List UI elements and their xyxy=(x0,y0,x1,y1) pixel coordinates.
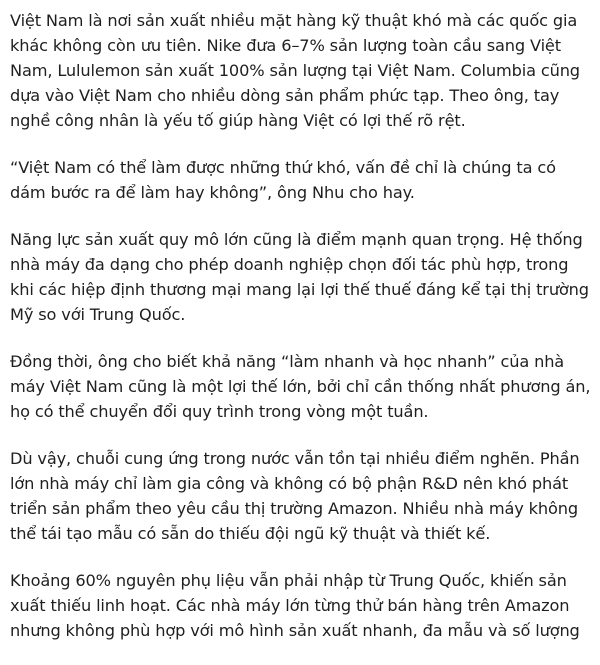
paragraph: Dù vậy, chuỗi cung ứng trong nước vẫn tồn tại nhiều điểm nghẽn. Phần lớn nhà máy chỉ làm gia công và không có bộ phận R&D nên khó phát triển sản phẩm theo yêu cầu thị trường Amazon. Nhiều nhà máy không thể tái tạo mẫu có sẵn do thiếu đội ngũ kỹ thuật và thiết kế. xyxy=(10,449,580,543)
paragraph: Việt Nam là nơi sản xuất nhiều mặt hàng kỹ thuật khó mà các quốc gia khác không còn ưu tiên. Nike đưa 6–7% sản lượng toàn cầu sang Việt Nam, Lululemon sản xuất 100% sản lượng tại Việt Nam. Columbia cũng dựa vào Việt Nam cho nhiều dòng sản phẩm phức tạp. Theo ông, tay nghề công nhân là yếu tố giúp hàng Việt có lợi thế rõ rệt. xyxy=(10,11,580,130)
paragraph: Đồng thời, ông cho biết khả năng “làm nhanh và học nhanh” của nhà máy Việt Nam cũng là một lợi thế lớn, bởi chỉ cần thống nhất phương án, họ có thể chuyển đổi quy trình trong vòng một tuần. xyxy=(10,352,591,421)
article-body xyxy=(10,0,596,665)
paragraph: Khoảng 60% nguyên phụ liệu vẫn phải nhập từ Trung Quốc, khiến sản xuất thiếu linh hoạt. Các nhà máy lớn từng thử bán hàng trên Amazon nhưng không phù hợp với mô hình sản xuất nhanh, đa mẫu và số lượng xyxy=(10,571,580,640)
quote-paragraph: “Việt Nam có thể làm được những thứ khó, vấn đề chỉ là chúng ta có dám bước ra để làm hay không”, ông Nhu cho hay. xyxy=(10,158,556,202)
paragraph: Năng lực sản xuất quy mô lớn cũng là điểm mạnh quan trọng. Hệ thống nhà máy đa dạng cho phép doanh nghiệp chọn đối tác phù hợp, trong khi các hiệp định thương mại mang lại lợi thế thuế đáng kể tại thị trường Mỹ so với Trung Quốc. xyxy=(10,230,589,324)
